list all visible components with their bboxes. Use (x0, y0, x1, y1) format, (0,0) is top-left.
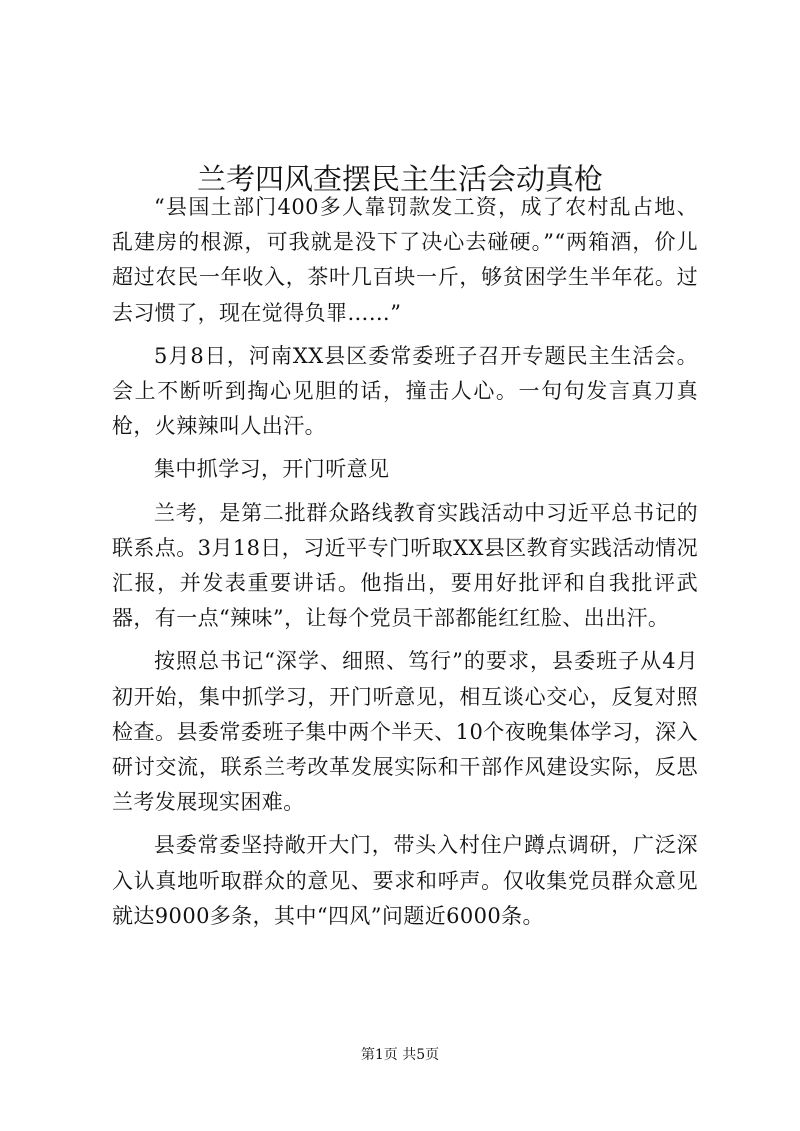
page-number-footer: 第1页 共5页 (360, 1047, 440, 1063)
paragraph: 按照总书记“深学、细照、笃行”的要求，县委班子从4月初开始，集中抓学习，开门听意见，相互谈心交心，反复对照检查。县委常委班子集中两个半天、10个夜晚集体学习，深入研讨交流，联系兰考改革发展实际和干部作风建设实际，反思兰考发展现实困难。 (112, 649, 698, 815)
paragraph: 兰考，是第二批群众路线教育实践活动中习近平总书记的联系点。3月18日，习近平专门听取XX县区教育实践活动情况汇报，并发表重要讲话。他指出，要用好批评和自我批评武器，有一点“辣味”，让每个党员干部都能红红脸、出出汗。 (112, 500, 698, 631)
paragraph: “县国土部门400多人靠罚款发工资，成了农村乱占地、乱建房的根源，可我就是没下了决心去碰硬。”“两箱酒，价儿超过农民一年收入，茶叶几百块一斤，够贫困学生半年花。过去习惯了，现在觉得负罪……” (112, 195, 698, 325)
section-heading: 集中抓学习，开门听意见 (154, 457, 390, 482)
document-title: 兰考四风查摆民主生活会动真枪 (196, 162, 603, 197)
paragraph: 县委常委坚持敞开大门，带头入村住户蹲点调研，广泛深入认真地听取群众的意见、要求和呼声。仅收集党员群众意见就达9000多条，其中“四风”问题近6000条。 (112, 833, 698, 928)
paragraph: 5月8日，河南XX县区委常委班子召开专题民主生活会。会上不断听到掏心见胆的话，撞击人心。一句句发言真刀真枪，火辣辣叫人出汗。 (112, 343, 698, 439)
document-body (112, 190, 698, 934)
